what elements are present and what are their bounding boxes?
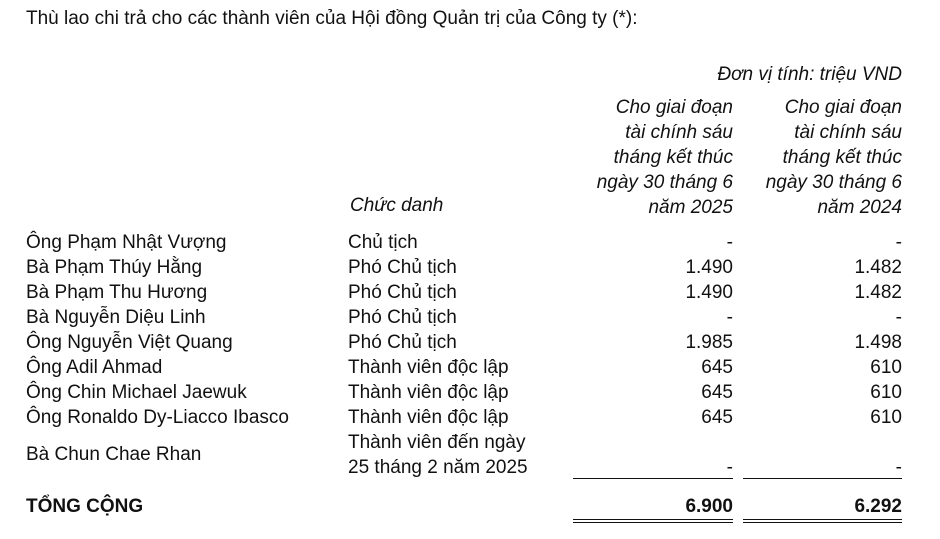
value-2025: 1.490 bbox=[685, 257, 733, 278]
table-row bbox=[0, 255, 940, 280]
header-line: năm 2024 bbox=[817, 197, 902, 218]
subtotal-rule-2025 bbox=[573, 478, 733, 479]
member-name: Ông Ronaldo Dy-Liacco Ibasco bbox=[26, 407, 289, 428]
value-2025: - bbox=[726, 457, 733, 478]
value-2024: 610 bbox=[870, 407, 902, 428]
member-rows bbox=[0, 230, 940, 430]
value-2025: 1.985 bbox=[685, 332, 733, 353]
double-rule-2025-bottom bbox=[573, 522, 733, 523]
member-role: Thành viên độc lập bbox=[348, 407, 509, 428]
table-row bbox=[0, 380, 940, 405]
value-2024: - bbox=[895, 232, 902, 253]
value-2025: 645 bbox=[701, 382, 733, 403]
total-2024: 6.292 bbox=[854, 496, 902, 517]
header-line: ngày 30 tháng 6 bbox=[765, 172, 902, 193]
member-role bbox=[348, 430, 578, 480]
column-header-2024 bbox=[766, 95, 902, 220]
value-2024: 1.482 bbox=[854, 257, 902, 278]
value-2024: 1.482 bbox=[854, 282, 902, 303]
member-role: Phó Chủ tịch bbox=[348, 332, 457, 353]
value-2025: 645 bbox=[701, 357, 733, 378]
double-rule-2025-top bbox=[573, 519, 733, 520]
value-2024: - bbox=[895, 457, 902, 478]
total-2025: 6.900 bbox=[685, 496, 733, 517]
page-heading: Thù lao chi trả cho các thành viên của Hội đồng Quản trị của Công ty (*): bbox=[26, 8, 638, 29]
member-name: Bà Nguyễn Diệu Linh bbox=[26, 307, 206, 328]
member-role: Thành viên độc lập bbox=[348, 357, 509, 378]
member-name: Ông Phạm Nhật Vượng bbox=[26, 232, 227, 253]
column-header-2025 bbox=[597, 95, 733, 220]
member-name: Bà Chun Chae Rhan bbox=[26, 444, 202, 465]
subtotal-rule-2024 bbox=[743, 478, 902, 479]
member-name: Ông Nguyễn Việt Quang bbox=[26, 332, 233, 353]
table-row bbox=[0, 305, 940, 330]
unit-note: Đơn vị tính: triệu VND bbox=[717, 64, 902, 85]
member-role: Phó Chủ tịch bbox=[348, 257, 457, 278]
value-2024: - bbox=[895, 307, 902, 328]
table-row bbox=[0, 430, 940, 480]
table-row bbox=[0, 230, 940, 255]
table-row bbox=[0, 405, 940, 430]
member-name: Ông Adil Ahmad bbox=[26, 357, 163, 378]
value-2024: 610 bbox=[870, 382, 902, 403]
member-name: Bà Phạm Thúy Hằng bbox=[26, 257, 203, 278]
header-line: tháng kết thúc bbox=[613, 147, 733, 168]
role-column-header: Chức danh bbox=[350, 195, 444, 216]
role-line: 25 tháng 2 năm 2025 bbox=[348, 457, 528, 478]
header-line: tháng kết thúc bbox=[782, 147, 902, 168]
total-label: TỔNG CỘNG bbox=[26, 496, 144, 517]
member-role: Phó Chủ tịch bbox=[348, 282, 457, 303]
header-line: ngày 30 tháng 6 bbox=[596, 172, 733, 193]
value-2025: - bbox=[726, 232, 733, 253]
member-name: Bà Phạm Thu Hương bbox=[26, 282, 208, 303]
header-line: Cho giai đoạn bbox=[784, 97, 902, 118]
value-2025: - bbox=[726, 307, 733, 328]
member-role: Phó Chủ tịch bbox=[348, 307, 457, 328]
member-name: Ông Chin Michael Jaewuk bbox=[26, 382, 247, 403]
value-2024: 610 bbox=[870, 357, 902, 378]
table-row bbox=[0, 330, 940, 355]
role-line: Thành viên đến ngày bbox=[348, 432, 526, 453]
double-rule-2024-bottom bbox=[743, 522, 902, 523]
member-role: Thành viên độc lập bbox=[348, 382, 509, 403]
double-rule-2024-top bbox=[743, 519, 902, 520]
header-line: năm 2025 bbox=[648, 197, 733, 218]
value-2024: 1.498 bbox=[854, 332, 902, 353]
member-role: Chủ tịch bbox=[348, 232, 418, 253]
total-row bbox=[0, 493, 940, 521]
header-line: Cho giai đoạn bbox=[615, 97, 733, 118]
header-line: tài chính sáu bbox=[794, 122, 902, 143]
value-2025: 1.490 bbox=[685, 282, 733, 303]
value-2025: 645 bbox=[701, 407, 733, 428]
table-row bbox=[0, 280, 940, 305]
table-row bbox=[0, 355, 940, 380]
header-line: tài chính sáu bbox=[625, 122, 733, 143]
